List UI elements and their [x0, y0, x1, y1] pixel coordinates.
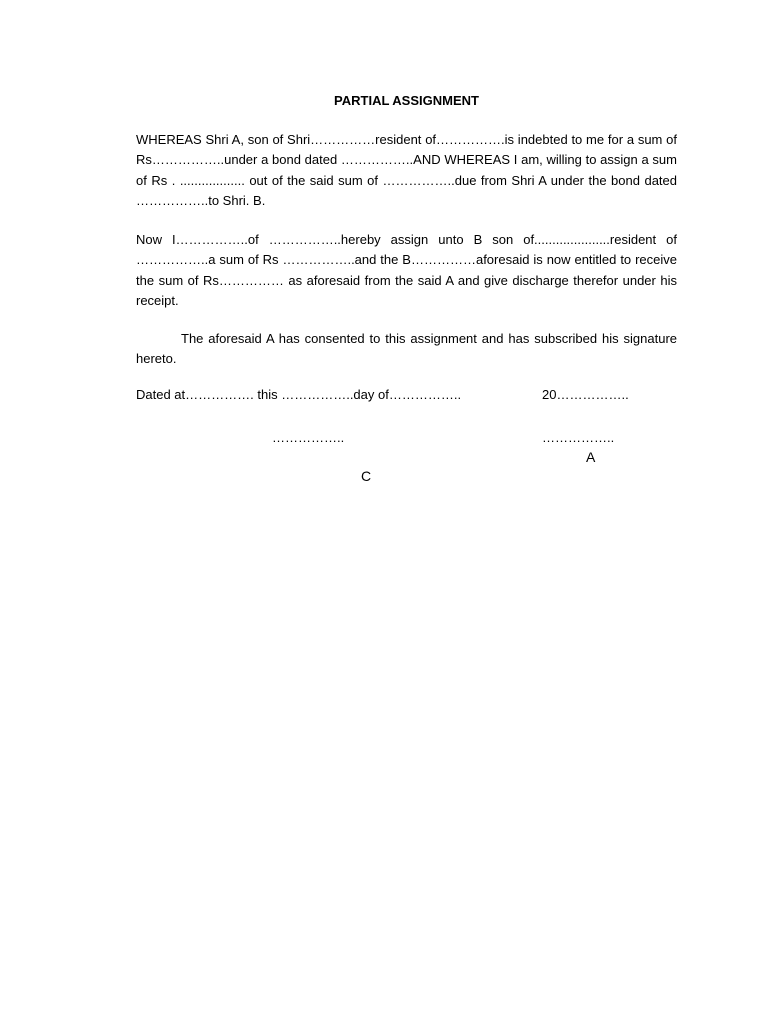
paragraph-whereas: WHEREAS Shri A, son of Shri……………resident of…………….is indebted to me for a sum of Rs……………..under a bond dated ……………..AND WHEREAS I am, willing to assign a sum of Rs . .................. out of the said sum of ……………..due from Shri A under the bond dated ……………..to Shri. B.: [136, 132, 677, 208]
document-title: PARTIAL ASSIGNMENT: [334, 93, 479, 108]
signature-label-c: C: [361, 468, 372, 484]
signature-label-a: A: [586, 449, 596, 465]
dated-year: 20……………..: [542, 387, 629, 402]
signature-line-witness: ……………..: [272, 430, 345, 445]
signature-line-assignor: ……………..: [542, 430, 615, 445]
paragraph-assignment: Now I……………..of ……………..hereby assign unto B son of.....................resident of ……………..a sum of Rs ……………..and the B……………aforesaid is now entitled to receive the sum of Rs…………… as aforesaid from the said A and give discharge therefor under his receipt.: [136, 232, 677, 308]
paragraph-consent: The aforesaid A has consented to this assignment and has subscribed his signature hereto.: [136, 331, 677, 367]
dated-line: Dated at……………. this ……………..day of……………..: [136, 387, 462, 402]
